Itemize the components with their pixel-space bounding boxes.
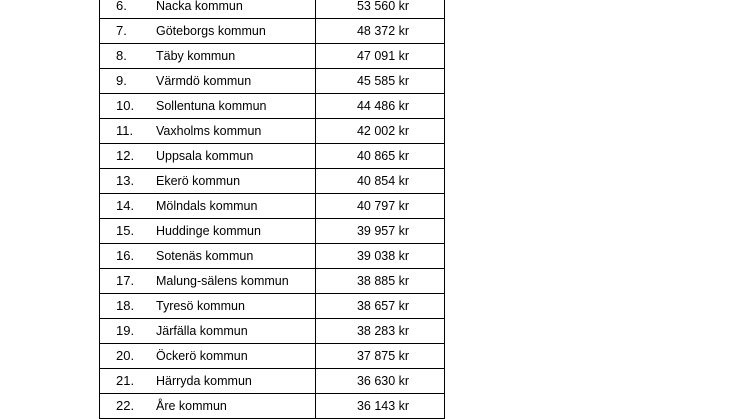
table-row: [100, 194, 445, 219]
rank-cell: 19.: [100, 319, 157, 344]
municipality-name-cell: Ekerö kommun: [156, 169, 316, 194]
municipality-name-cell: Sollentuna kommun: [156, 94, 316, 119]
municipality-name-cell: Nacka kommun: [156, 0, 316, 19]
municipality-name-cell: Sotenäs kommun: [156, 244, 316, 269]
amount-cell: 39 957 kr: [316, 219, 445, 244]
table-row: [100, 69, 445, 94]
amount-cell: 40 797 kr: [316, 194, 445, 219]
amount-cell: 42 002 kr: [316, 119, 445, 144]
rank-cell: 6.: [100, 0, 157, 19]
municipality-name-cell: Järfälla kommun: [156, 319, 316, 344]
municipality-name-cell: Värmdö kommun: [156, 69, 316, 94]
amount-cell: 39 038 kr: [316, 244, 445, 269]
municipality-ranking-table: [99, 0, 445, 419]
rank-cell: 15.: [100, 219, 157, 244]
table-row: [100, 219, 445, 244]
rank-cell: 9.: [100, 69, 157, 94]
amount-cell: 47 091 kr: [316, 44, 445, 69]
rank-cell: 8.: [100, 44, 157, 69]
amount-cell: 40 865 kr: [316, 144, 445, 169]
table-row: [100, 169, 445, 194]
table-row: [100, 144, 445, 169]
rank-cell: 12.: [100, 144, 157, 169]
municipality-name-cell: Åre kommun: [156, 394, 316, 419]
amount-cell: 53 560 kr: [316, 0, 445, 19]
table-row: [100, 369, 445, 394]
rank-cell: 22.: [100, 394, 157, 419]
rank-cell: 17.: [100, 269, 157, 294]
table-row: [100, 344, 445, 369]
rank-cell: 18.: [100, 294, 157, 319]
municipality-name-cell: Göteborgs kommun: [156, 19, 316, 44]
table-row: [100, 119, 445, 144]
rank-cell: 21.: [100, 369, 157, 394]
rank-cell: 20.: [100, 344, 157, 369]
municipality-name-cell: Huddinge kommun: [156, 219, 316, 244]
rank-cell: 10.: [100, 94, 157, 119]
rank-cell: 7.: [100, 19, 157, 44]
amount-cell: 44 486 kr: [316, 94, 445, 119]
amount-cell: 38 283 kr: [316, 319, 445, 344]
rank-cell: 13.: [100, 169, 157, 194]
table-row: [100, 94, 445, 119]
municipality-name-cell: Malung-sälens kommun: [156, 269, 316, 294]
municipality-name-cell: Täby kommun: [156, 44, 316, 69]
amount-cell: 38 657 kr: [316, 294, 445, 319]
table-row: [100, 269, 445, 294]
amount-cell: 45 585 kr: [316, 69, 445, 94]
amount-cell: 36 630 kr: [316, 369, 445, 394]
rank-cell: 14.: [100, 194, 157, 219]
municipality-name-cell: Uppsala kommun: [156, 144, 316, 169]
amount-cell: 36 143 kr: [316, 394, 445, 419]
table-row: [100, 394, 445, 419]
table-row: [100, 0, 445, 19]
municipality-name-cell: Vaxholms kommun: [156, 119, 316, 144]
amount-cell: 38 885 kr: [316, 269, 445, 294]
table-row: [100, 19, 445, 44]
amount-cell: 40 854 kr: [316, 169, 445, 194]
amount-cell: 37 875 kr: [316, 344, 445, 369]
rank-cell: 16.: [100, 244, 157, 269]
municipality-name-cell: Mölndals kommun: [156, 194, 316, 219]
amount-cell: 48 372 kr: [316, 19, 445, 44]
table-row: [100, 44, 445, 69]
rank-cell: 11.: [100, 119, 157, 144]
municipality-name-cell: Härryda kommun: [156, 369, 316, 394]
municipality-name-cell: Öckerö kommun: [156, 344, 316, 369]
table-row: [100, 319, 445, 344]
table-row: [100, 294, 445, 319]
municipality-name-cell: Tyresö kommun: [156, 294, 316, 319]
table-row: [100, 244, 445, 269]
